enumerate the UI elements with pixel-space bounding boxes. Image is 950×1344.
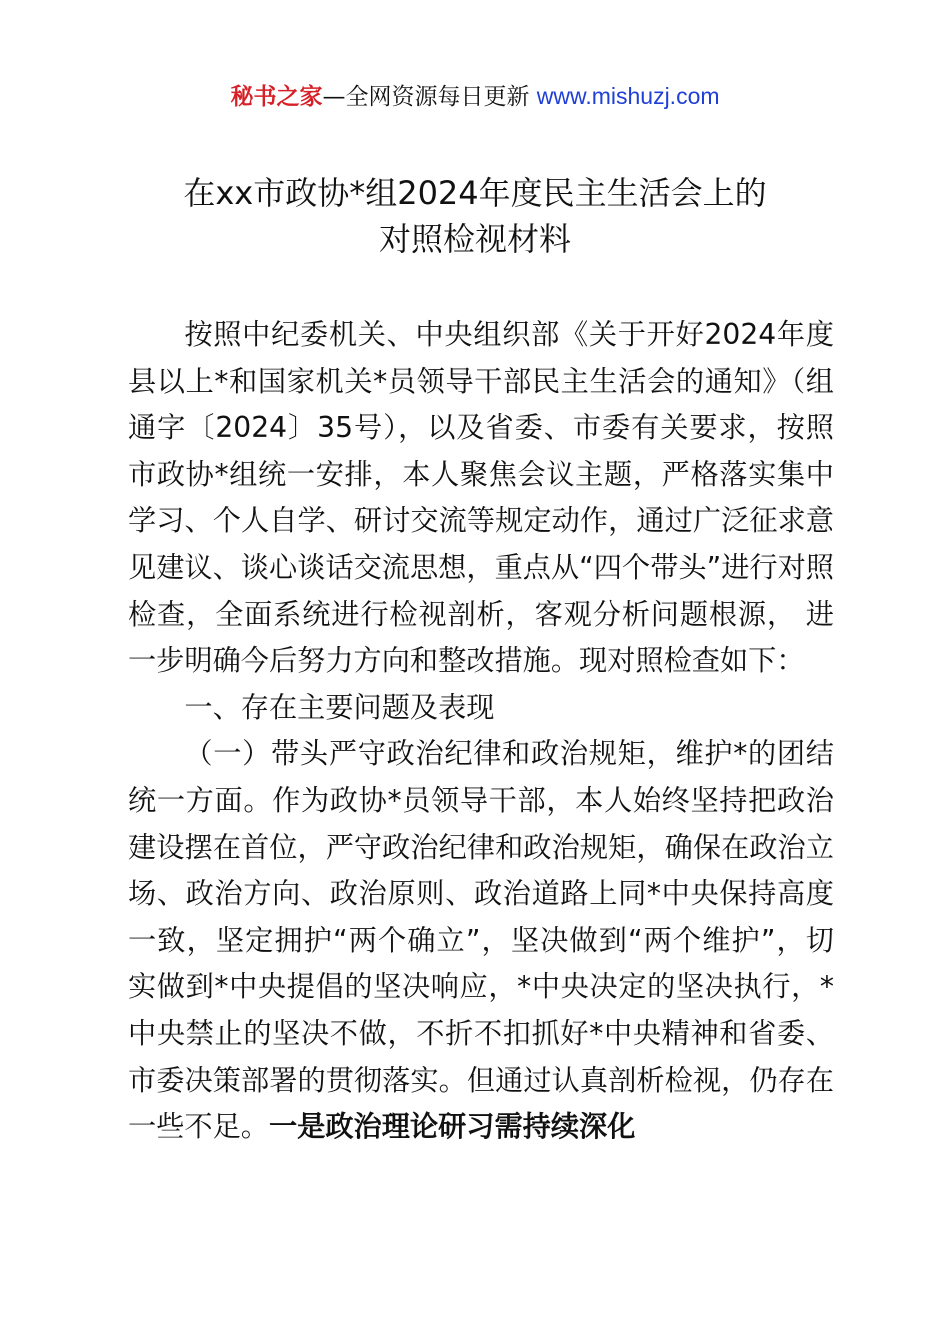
subsection-text: （一）带头严守政治纪律和政治规矩，维护*的团结统一方面。作为政协*员领导干部，本人始终坚持把政治建设摆在首位，严守政治纪律和政治规矩，确保在政治立场、政治方向、政治原则、政治道路上同*中央保持高度一致，坚定拥护“两个确立”，坚决做到“两个维护”，切实做到*中央提倡的坚决响应，*中央决定的坚决执行，*中央禁止的坚决不做，不折不扣抓好*中央精神和省委、市委决策部署的贯彻落实。但通过认真剖析检视，仍存在一些不足。 (128, 737, 834, 1144)
subsection-bold-point: 一是政治理论研习需持续深化 (268, 1110, 636, 1144)
title-line-1: 在xx市政协*组2024年度民主生活会上的 (183, 174, 767, 212)
subsection-paragraph (128, 731, 834, 1150)
site-url-link[interactable]: www.mishuzj.com (536, 83, 720, 109)
header-tagline: —全网资源每日更新 (322, 84, 537, 110)
intro-paragraph: 按照中纪委机关、中央组织部《关于开好2024年度县以上*和国家机关*员领导干部民主生活会的通知》（组通字〔2024〕35号），以及省委、市委有关要求，按照市政协*组统一安排，本人聚焦会议主题，严格落实集中学习、个人自学、研讨交流等规定动作，通过广泛征求意见建议、谈心谈话交流思想，重点从“四个带头”进行对照检查，全面系统进行检视剖析，客观分析问题根源， 进一步明确今后努力方向和整改措施。现对照检查如下： (128, 318, 834, 678)
brand-name: 秘书之家 (230, 84, 323, 110)
document-title (0, 170, 950, 262)
document-body (128, 312, 834, 1151)
title-line-2: 对照检视材料 (378, 220, 571, 258)
site-header (0, 80, 950, 113)
section-heading: 一、存在主要问题及表现 (184, 690, 495, 724)
